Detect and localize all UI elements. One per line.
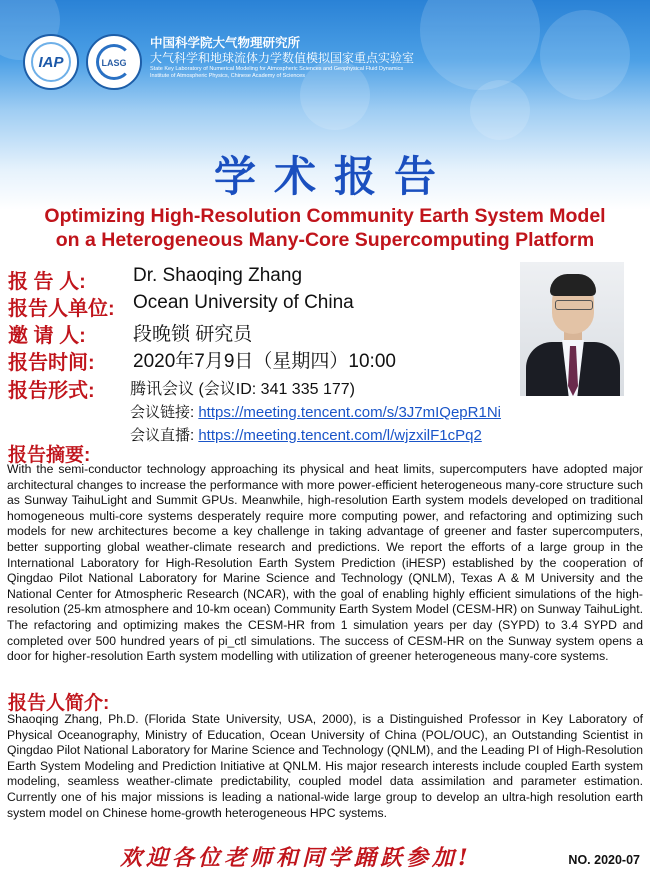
affiliation-label: 报告人单位:: [8, 298, 115, 320]
talk-title-line1: Optimizing High-Resolution Community Earth System Model: [44, 205, 606, 227]
live-link-row: [130, 424, 482, 445]
org-name-2: 大气科学和地球流体力学数值模拟国家重点实验室: [150, 51, 415, 65]
inviter-label: 邀 请 人:: [8, 325, 86, 347]
meeting-link-label: 会议链接:: [130, 404, 195, 421]
welcome-message: 欢迎各位老师和同学踊跃参加!: [120, 845, 472, 871]
abstract-heading: 报告摘要:: [8, 445, 91, 466]
time-label: 报告时间:: [8, 352, 95, 374]
abstract-text: With the semi-conductor technology approaching its physical and heat limits, supercomputers have adopted major architectural changes to increase the performance with more power-efficient heterogeneous many-core structure such as Sunway TaihuLight and Summit GPUs. Meanwhile, high-resolution Earth system models developed on traditional homogeneous multi-core systems desperately require more computing power, and refactoring and optimizing such models for new architectures become a key challenge in taking advantage of greener and faster supercomputers, better supporting global weather-climate research and predictions. We report the efforts of a large group in the International Laboratory for High-Resolution Earth System Prediction (iHESP) established by the cooperation of Qingdao Pilot National Laboratory for Marine Science and Technology (QNLM), Texas A & M University and the National Center for Atmospheric Research (NCAR), with the goal of enabling highly efficient simulations of the high-resolution (25-km atmosphere and 10-km ocean) Community Earth System Model (CESM-HR) on Sunway TaihuLight. The refactoring and optimizing makes the CESM-HR from 1 simulation years per day (SYPD) to 3.4 SYPD and completed over 500 hundred years of pi_ctl simulations. The success of CESM-HR on the Sunway system opens a door for higher-resolution Earth system modelling with utilization of greener heterogeneous many-core systems.: [7, 462, 643, 664]
org-name-1: 中国科学院大气物理研究所: [150, 36, 301, 50]
meeting-link-row: [130, 401, 501, 422]
format-label: 报告形式:: [8, 380, 95, 402]
live-stream-link[interactable]: https://meeting.tencent.com/l/wjzxilF1cPq2: [198, 427, 482, 444]
speaker-name: Dr. Shaoqing Zhang: [133, 265, 303, 286]
speaker-affiliation: Ocean University of China: [133, 292, 354, 313]
inviter-name: 段晚锁 研究员: [133, 324, 253, 345]
talk-title: [10, 204, 640, 252]
meeting-format: 腾讯会议 (会议ID: 341 335 177): [130, 381, 355, 398]
talk-title-line2: on a Heterogeneous Many-Core Supercomputing Platform: [55, 229, 595, 251]
bio-heading: 报告人简介:: [8, 693, 110, 714]
speaker-photo: [520, 262, 624, 396]
org-name-en-2: Institute of Atmospheric Physics, Chinese Academy of Sciences: [150, 73, 305, 79]
notice-number: NO. 2020-07: [568, 853, 640, 867]
header: [0, 0, 650, 100]
meeting-link[interactable]: https://meeting.tencent.com/s/3J7mIQepR1Ni: [198, 404, 501, 421]
talk-time: 2020年7月9日（星期四）10:00: [133, 351, 396, 372]
organization-names: [150, 36, 414, 80]
iap-logo: IAP: [23, 34, 79, 90]
live-link-label: 会议直播:: [130, 427, 195, 444]
speaker-label: 报 告 人:: [8, 271, 86, 293]
bio-text: Shaoqing Zhang, Ph.D. (Florida State University, USA, 2000), is a Distinguished Professor in Key Laboratory of Physical Oceanography, Ministry of Education, Ocean University of China (POL/OUC), an Outstanding Scientist in Qingdao Pilot National Laboratory for Marine Science and Technology (QNLM), and the Leading PI of High-Resolution Earth System Modeling and Prediction Initiative at QNLM. His major research interests include coupled Earth system modeling, seamless weather-climate predictability, coupled model data assimilation and parameter estimation. Currently one of his major missions is leading a national-wide large group to develop an ultra-high resolution earth system model on Chinese home-growth heterogeneous HPC systems.: [7, 712, 643, 820]
page-title-cn: 学术报告: [213, 153, 454, 200]
org-name-en-1: State Key Laboratory of Numerical Modeling for Atmospheric Sciences and Geophysical Fluid Dynamics: [150, 66, 404, 72]
lasg-logo: LASG: [86, 34, 142, 90]
